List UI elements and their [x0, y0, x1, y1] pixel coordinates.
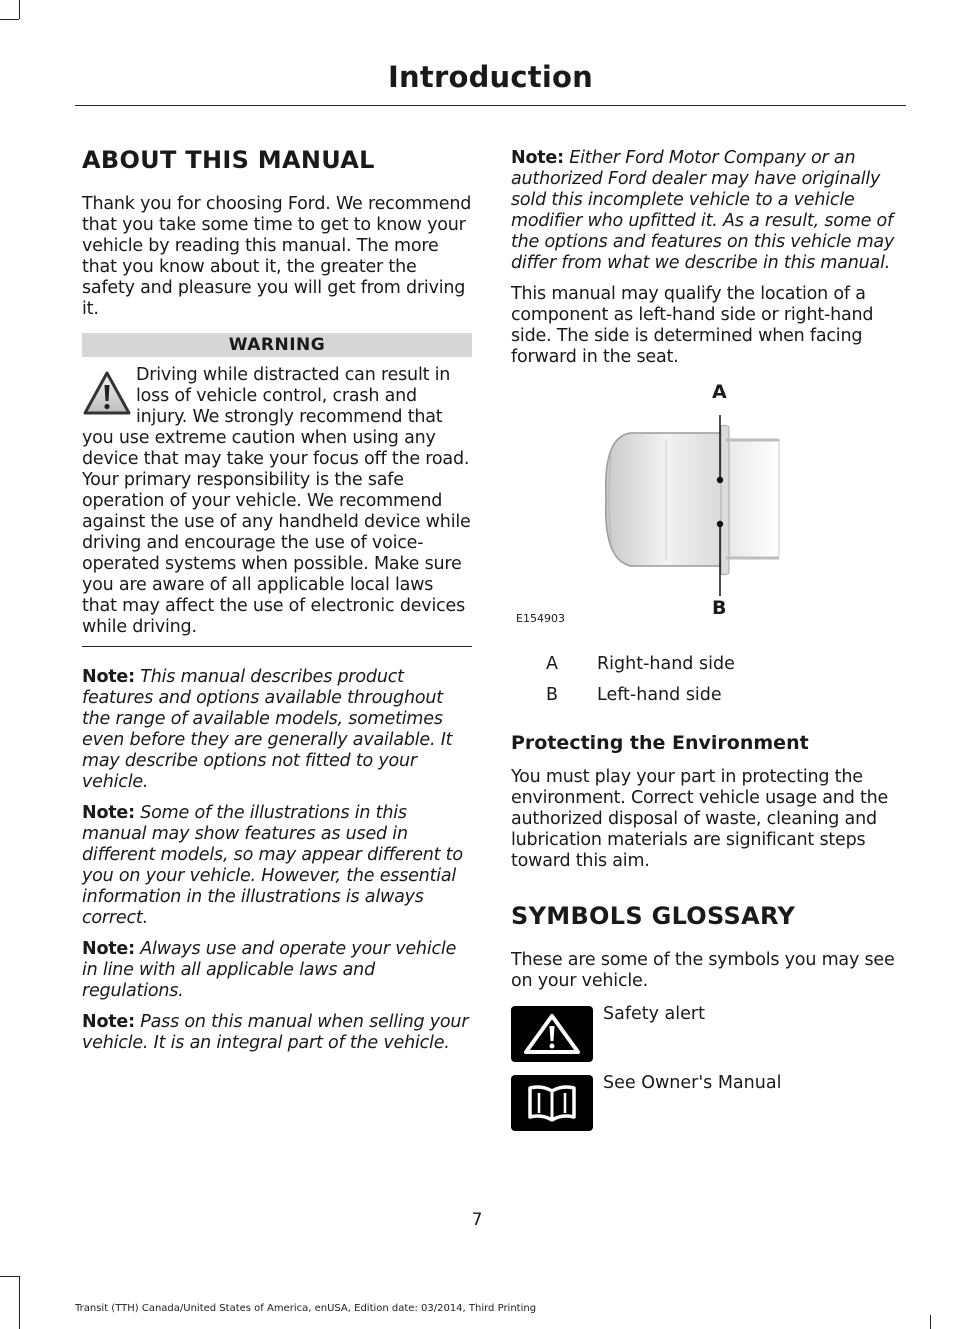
- warning-label: WARNING: [82, 333, 472, 357]
- note-paragraph: [511, 148, 903, 274]
- legend-row: [511, 654, 903, 675]
- page-number: 7: [471, 1210, 483, 1230]
- symbols-intro: These are some of the symbols you may see on your vehicle.: [511, 950, 895, 991]
- footer-text: Transit (TTH) Canada/United States of America, enUSA, Edition date: 03/2014, Third Printing: [75, 1303, 537, 1314]
- right-column: [511, 148, 903, 1144]
- symbol-item: [511, 1006, 903, 1062]
- page-title: Introduction: [388, 60, 593, 94]
- crop-mark: [19, 0, 20, 19]
- note-label: Note:: [82, 667, 135, 687]
- note-paragraph: [82, 803, 472, 929]
- environment-text: You must play your part in protecting the environment. Correct vehicle usage and the authorized disposal of waste, cleaning and lubrication materials are significant steps toward this aim.: [511, 767, 889, 871]
- crop-mark: [19, 1276, 20, 1329]
- note-label: Note:: [82, 803, 135, 823]
- environment-heading: Protecting the Environment: [511, 732, 809, 754]
- note-label: Note:: [511, 148, 564, 168]
- note-text: Some of the illustrations in this manual may show features as used in different models, so may appear different to you on your vehicle. However, the essential information in the illustrations is always correct.: [82, 803, 463, 928]
- legend-row: [511, 685, 903, 706]
- vehicle-side-figure: [511, 378, 903, 640]
- vehicle-top-view-illustration: [511, 378, 903, 640]
- side-paragraph: This manual may qualify the location of a component as left-hand side or right-hand side. The side is determined when facing forward in the seat.: [511, 284, 874, 367]
- legend-value: Left-hand side: [597, 685, 722, 705]
- note-text: Either Ford Motor Company or an authorized Ford dealer may have originally sold this incomplete vehicle to a vehicle modifier who upfitted it. As a result, some of the options and features on this vehicle may differ from what we describe in this manual.: [511, 148, 895, 273]
- symbol-label: See Owner's Manual: [603, 1073, 782, 1093]
- left-column: [82, 146, 472, 1064]
- legend-value: Right-hand side: [597, 654, 735, 674]
- legend-key: B: [546, 685, 559, 705]
- note-label: Note:: [82, 1012, 135, 1032]
- figure-label-a: A: [712, 381, 727, 403]
- about-intro: Thank you for choosing Ford. We recommend that you take some time to get to know your vehicle by reading this manual. The more that you know about it, the greater the safety and pleasure you will get from driving it.: [82, 194, 472, 319]
- warning-box: [82, 365, 472, 638]
- legend-key: A: [546, 654, 558, 674]
- about-heading: ABOUT THIS MANUAL: [82, 146, 375, 174]
- safety-alert-icon: [511, 1006, 593, 1062]
- note-paragraph: [82, 1012, 472, 1054]
- symbols-heading: SYMBOLS GLOSSARY: [511, 902, 796, 930]
- figure-label-b: B: [712, 597, 727, 619]
- figure-code: E154903: [516, 612, 565, 625]
- note-label: Note:: [82, 939, 135, 959]
- note-text: This manual describes product features and options available throughout the range of available models, sometimes even before they are generally available. It may describe options not fitted to your vehicle.: [82, 667, 453, 792]
- warning-divider: [82, 646, 472, 647]
- crop-mark: [0, 1276, 19, 1277]
- owners-manual-icon: [511, 1075, 593, 1131]
- crop-mark: [0, 19, 19, 20]
- note-text: Always use and operate your vehicle in line with all applicable laws and regulations.: [82, 939, 457, 1001]
- symbol-label: Safety alert: [603, 1004, 705, 1024]
- symbol-item: [511, 1075, 903, 1131]
- note-text: Pass on this manual when selling your vehicle. It is an integral part of the vehicle.: [82, 1012, 469, 1053]
- warning-triangle-icon: [82, 369, 132, 419]
- note-paragraph: [82, 667, 472, 793]
- warning-text: Driving while distracted can result in loss of vehicle control, crash and injury. We strongly recommend that you use extreme caution when using any device that may take your focus off the road. Your primary responsibility is the safe operation of your vehicle. We recommend against the use of any handheld device while driving and encourage the use of voice-operated systems when possible. Make sure you are aware of all applicable local laws that may affect the use of electronic devices while driving.: [82, 365, 471, 637]
- header-divider: [75, 105, 906, 106]
- note-paragraph: [82, 939, 472, 1002]
- crop-mark: [930, 1315, 931, 1329]
